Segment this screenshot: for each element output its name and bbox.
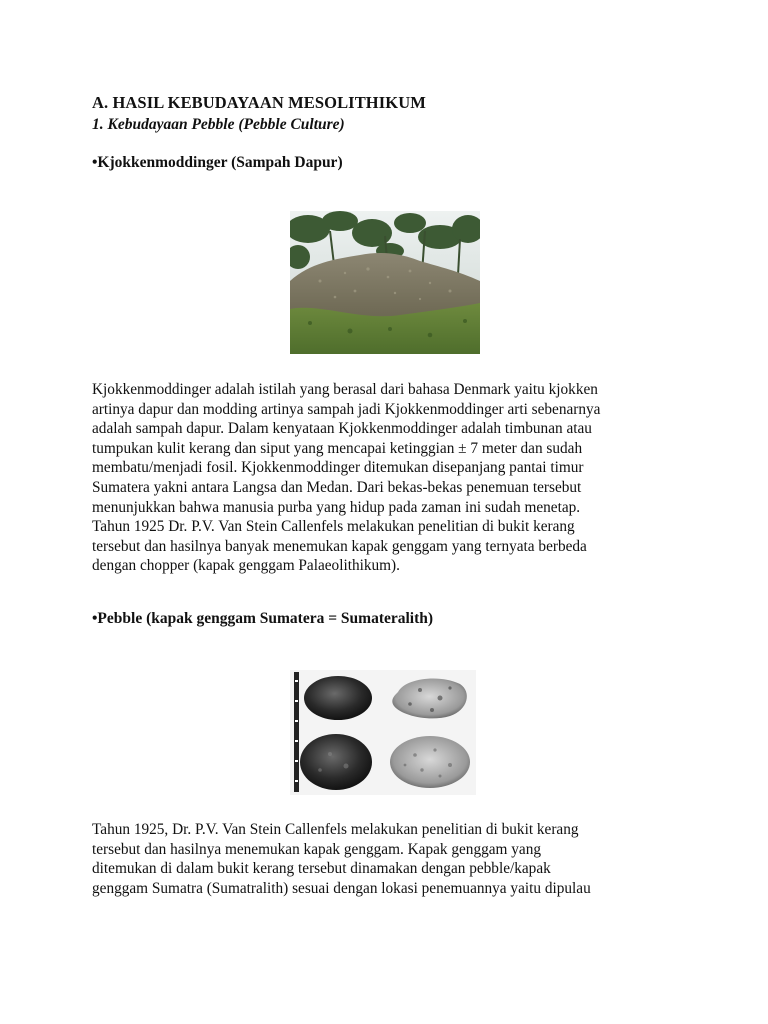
paragraph-line: tersebut dan hasilnya banyak menemukan kapak genggam yang ternyata berbeda <box>92 537 587 555</box>
shell-mound-photo <box>290 211 480 354</box>
section-subtitle: 1. Kebudayaan Pebble (Pebble Culture) <box>92 116 345 133</box>
paragraph-line: Sumatera yakni antara Langsa dan Medan. Dari bekas-bekas penemuan tersebut <box>92 478 582 496</box>
bullet-heading-kjokkenmoddinger: •Kjokkenmoddinger (Sampah Dapur) <box>92 154 343 171</box>
paragraph-line: menunjukkan bahwa manusia purba yang hidup pada zaman ini sudah menetap. <box>92 498 581 516</box>
paragraph-line: adalah sampah dapur. Dalam kenyataan Kjokkenmoddinger adalah timbunan atau <box>92 420 592 438</box>
paragraph-line: tersebut dan hasilnya menemukan kapak genggam. Kapak genggam yang <box>92 840 541 858</box>
pebble-tools-photo <box>290 670 476 795</box>
paragraph-line: dengan chopper (kapak genggam Palaeolithikum). <box>92 557 400 575</box>
page-title: A. HASIL KEBUDAYAAN MESOLITHIKUM <box>92 93 426 112</box>
paragraph-line: artinya dapur dan modding artinya sampah jadi Kjokkenmoddinger arti sebenarnya <box>92 400 601 418</box>
bullet-heading-pebble: •Pebble (kapak genggam Sumatera = Sumateralith) <box>92 610 434 627</box>
paragraph-line: membatu/menjadi fosil. Kjokkenmoddinger ditemukan disepanjang pantai timur <box>92 459 584 477</box>
paragraph-line: ditemukan di dalam bukit kerang tersebut dinamakan dengan pebble/kapak <box>92 860 551 878</box>
paragraph-kjokkenmoddinger <box>92 380 692 576</box>
paragraph-line: Kjokkenmoddinger adalah istilah yang berasal dari bahasa Denmark yaitu kjokken <box>92 381 598 398</box>
paragraph-pebble <box>92 820 692 898</box>
paragraph-line: Tahun 1925 Dr. P.V. Van Stein Callenfels melakukan penelitian di bukit kerang <box>92 518 575 536</box>
paragraph-line: genggam Sumatra (Sumatralith) sesuai dengan lokasi penemuannya yaitu dipulau <box>92 879 591 897</box>
paragraph-line: Tahun 1925, Dr. P.V. Van Stein Callenfels melakukan penelitian di bukit kerang <box>92 821 579 838</box>
paragraph-line: tumpukan kulit kerang dan siput yang mencapai ketinggian ± 7 meter dan sudah <box>92 439 583 457</box>
